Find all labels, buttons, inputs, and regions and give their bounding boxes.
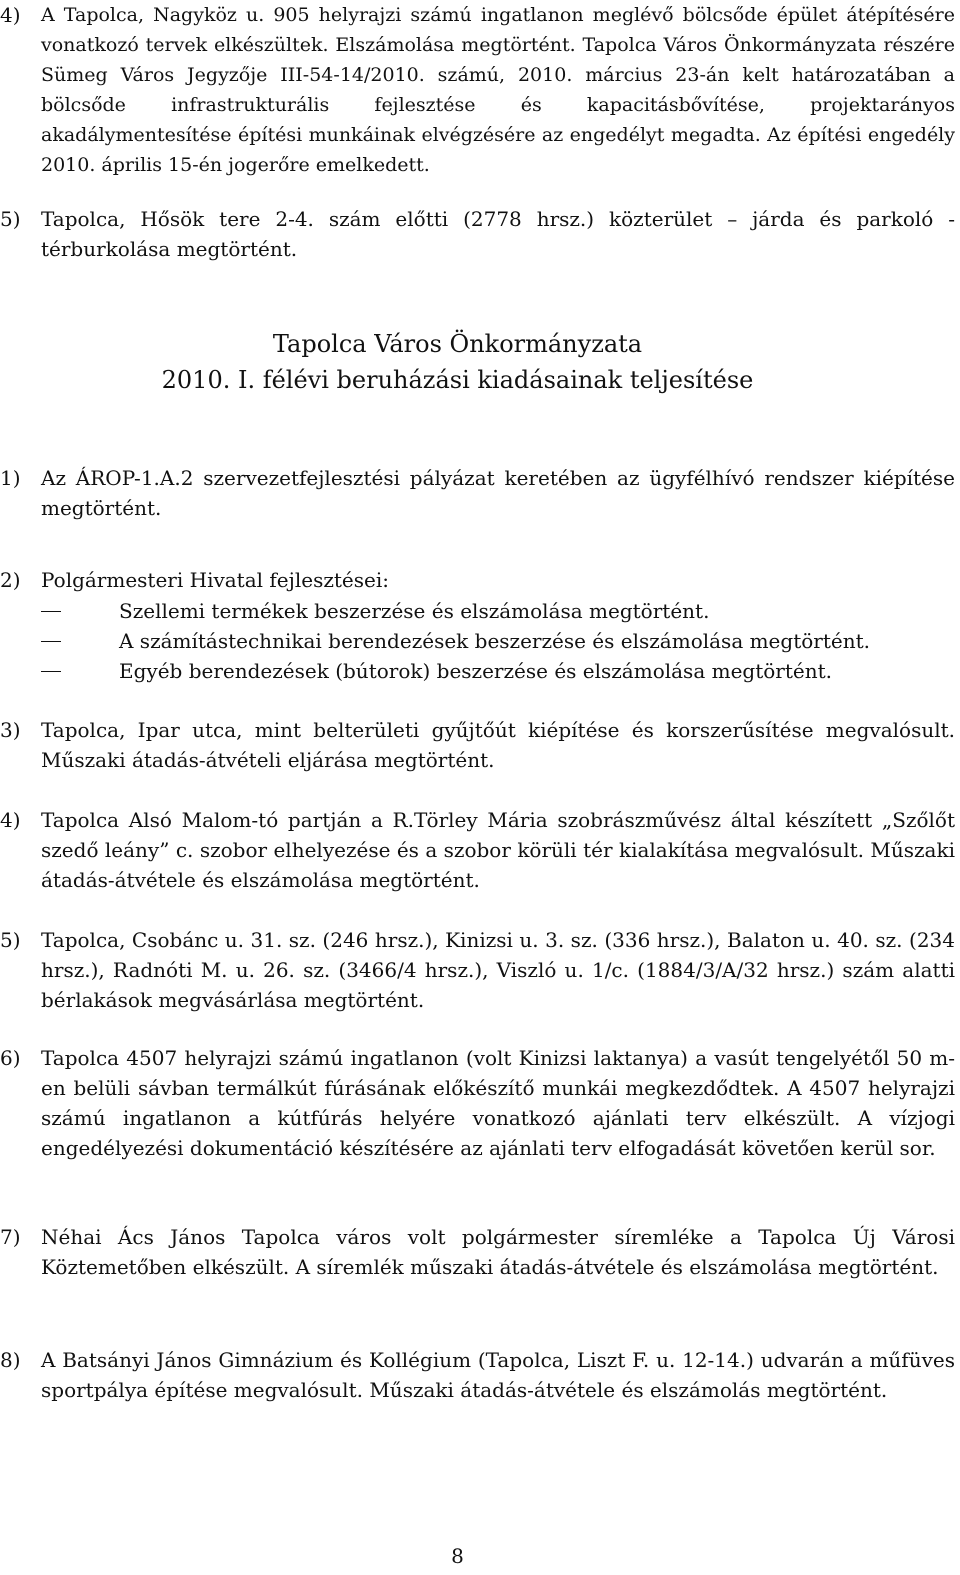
list-item bbox=[0, 715, 955, 775]
list-item bbox=[0, 204, 955, 264]
dash-icon bbox=[41, 641, 61, 642]
item-number: 5) bbox=[0, 928, 21, 952]
item-number: 4) bbox=[0, 808, 21, 832]
item-text: Polgármesteri Hivatal fejlesztései: bbox=[41, 568, 389, 592]
bullet-list bbox=[41, 596, 941, 686]
dash-icon bbox=[41, 671, 61, 672]
item-text: Tapolca, Ipar utca, mint belterületi gyűjtőút kiépítése és korszerűsítése megvalósult. Műszaki átadás-átvételi eljárása megtörtént. bbox=[41, 718, 955, 772]
item-text: Tapolca, Hősök tere 2-4. szám előtti (2778 hrsz.) közterület – járda és parkoló - térburkolása megtörtént. bbox=[41, 207, 955, 261]
list-item bbox=[0, 1222, 955, 1282]
bullet-item bbox=[41, 596, 941, 626]
item-number: 6) bbox=[0, 1046, 21, 1070]
list-item bbox=[0, 1043, 955, 1163]
dash-icon bbox=[41, 611, 61, 612]
bullet-item bbox=[41, 626, 941, 656]
item-number: 4) bbox=[0, 3, 21, 27]
item-number: 7) bbox=[0, 1225, 21, 1249]
list-item bbox=[0, 565, 955, 595]
bullet-text: Szellemi termékek beszerzése és elszámolása megtörtént. bbox=[119, 599, 710, 623]
list-item bbox=[0, 463, 955, 523]
item-number: 5) bbox=[0, 207, 21, 231]
section-title: Tapolca Város Önkormányzata bbox=[272, 330, 643, 358]
item-number: 8) bbox=[0, 1348, 21, 1372]
item-number: 3) bbox=[0, 718, 21, 742]
bullet-item bbox=[41, 656, 941, 686]
bullet-text: A számítástechnikai berendezések beszerzése és elszámolása megtörtént. bbox=[119, 629, 870, 653]
item-text: Az ÁROP-1.A.2 szervezetfejlesztési pályázat keretében az ügyfélhívó rendszer kiépítése megtörtént. bbox=[41, 466, 955, 520]
list-item bbox=[0, 0, 955, 180]
list-item bbox=[0, 805, 955, 895]
bullet-text: Egyéb berendezések (bútorok) beszerzése és elszámolása megtörtént. bbox=[119, 659, 832, 683]
item-text: A Batsányi János Gimnázium és Kollégium (Tapolca, Liszt F. u. 12-14.) udvarán a műfüves sportpálya építése megvalósult. Műszaki átadás-átvétele és elszámolás megtörtént. bbox=[41, 1348, 955, 1402]
list-item bbox=[0, 1345, 955, 1405]
item-number: 1) bbox=[0, 466, 21, 490]
item-text: Tapolca Alsó Malom-tó partján a R.Törley Mária szobrászművész által készített „Szőlőt szedő leány” c. szobor elhelyezése és a szobor körüli tér kialakítása megvalósult. Műszaki átadás-átvétele és elszámolása megtörtént. bbox=[41, 808, 955, 892]
item-text: Tapolca, Csobánc u. 31. sz. (246 hrsz.), Kinizsi u. 3. sz. (336 hrsz.), Balaton u. 40. sz. (234 hrsz.), Radnóti M. u. 26. sz. (3466/4 hrsz.), Viszló u. 1/c. (1884/3/A/32 hrsz.) szám alatti bérlakások megvásárlása megtörtént. bbox=[41, 928, 955, 1012]
item-text: Néhai Ács János Tapolca város volt polgármester síremléke a Tapolca Új Városi Köztemetőben elkészült. A síremlék műszaki átadás-átvétele és elszámolása megtörtént. bbox=[41, 1225, 955, 1279]
page-number: 8 bbox=[451, 1544, 464, 1568]
item-text: A Tapolca, Nagyköz u. 905 helyrajzi számú ingatlanon meglévő bölcsőde épület átépítésére vonatkozó tervek elkészültek. Elszámolása megtörtént. Tapolca Város Önkormányzata részére Sümeg Város Jegyzője III-54-14/2010. számú, 2010. március 23-án kelt határozatában a bölcsőde infrastrukturális fejlesztése és kapacitásbővítése, projektarányos akadálymentesítése építési munkáinak elvégzésére az engedélyt megadta. Az építési engedély 2010. április 15-én jogerőre emelkedett. bbox=[41, 4, 955, 176]
list-item bbox=[0, 925, 955, 1015]
item-text: Tapolca 4507 helyrajzi számú ingatlanon (volt Kinizsi laktanya) a vasút tengelyétől 50 m-en belüli sávban termálkút fúrásának előkészítő munkái megkezdődtek. A 4507 helyrajzi számú ingatlanon a kútfúrás helyére vonatkozó ajánlati terv elkészült. A vízjogi engedélyezési dokumentáció készítésére az ajánlati terv elfogadását követően kerül sor. bbox=[41, 1046, 955, 1160]
section-subtitle: 2010. I. félévi beruházási kiadásainak teljesítése bbox=[161, 366, 754, 394]
item-number: 2) bbox=[0, 568, 21, 592]
